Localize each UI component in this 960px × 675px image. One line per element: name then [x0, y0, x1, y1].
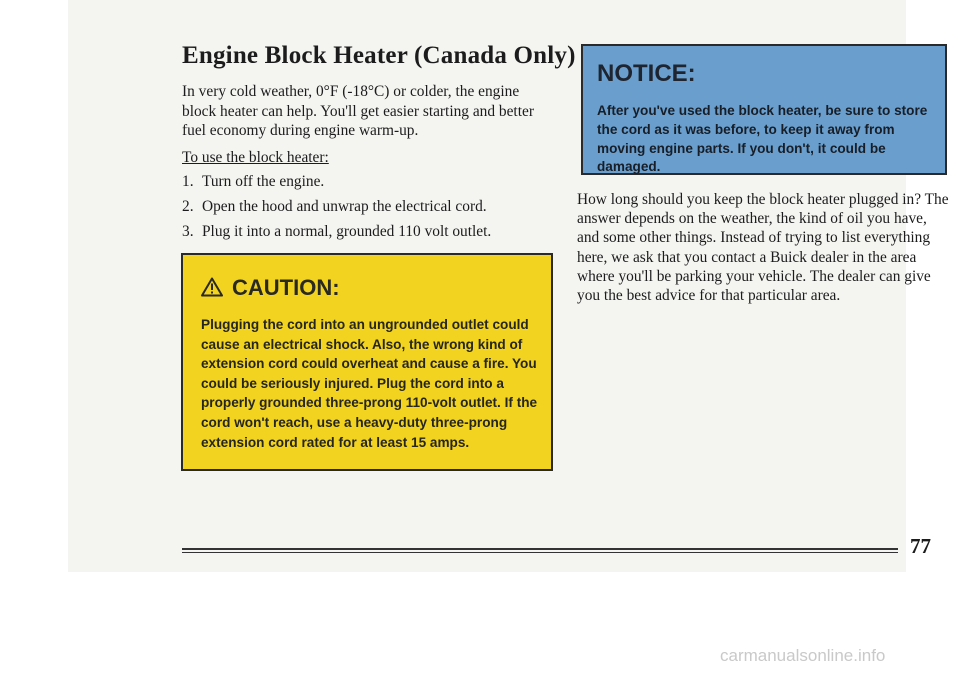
notice-heading: NOTICE: — [597, 60, 696, 87]
step-item: 1. Turn off the engine. — [182, 173, 325, 190]
page-number: 77 — [910, 534, 931, 558]
steps-heading: To use the block heater: — [182, 149, 329, 166]
advice-paragraph: How long should you keep the block heater plugged in? The answer depends on the weather, the kind of oil you have, and some other things. Instead of trying to list everything here, we ask that you contact a Buick dealer in the area where you'll be parking your vehicle. The dealer can give you the best advice for that particular area. — [577, 191, 949, 305]
footer-rule-thin — [182, 552, 898, 553]
manual-page — [68, 0, 949, 572]
caution-text: Plugging the cord into an ungrounded outlet could cause an electrical shock. Also, the wrong kind of extension cord could overheat and cause a fire. You could be seriously injured. Plug the cord into a properly grounded three-prong 110-volt outlet. If the cord won't reach, use a heavy-duty three-prong extension cord rated for at least 15 amps. — [201, 317, 538, 450]
steps-list — [182, 172, 552, 247]
intro-paragraph: In very cold weather, 0°F (-18°C) or colder, the engine block heater can help. You'll get easier starting and better fuel economy during engine warm-up. — [182, 83, 534, 139]
caution-box — [181, 253, 553, 471]
warning-triangle-icon — [201, 277, 223, 297]
notice-text: After you've used the block heater, be sure to store the cord as it was before, to keep it away from moving engine parts. If you don't, it could be damaged. — [597, 103, 928, 175]
section-heading: Engine Block Heater (Canada Only) — [182, 42, 576, 69]
caution-heading — [201, 275, 340, 301]
caution-title: CAUTION: — [232, 275, 340, 300]
notice-box — [581, 44, 947, 175]
step-item: 2. Open the hood and unwrap the electrical cord. — [182, 198, 487, 215]
watermark-text: carmanualsonline.info — [720, 646, 886, 665]
footer-rule — [182, 548, 898, 550]
step-item: 3. Plug it into a normal, grounded 110 volt outlet. — [182, 223, 492, 240]
